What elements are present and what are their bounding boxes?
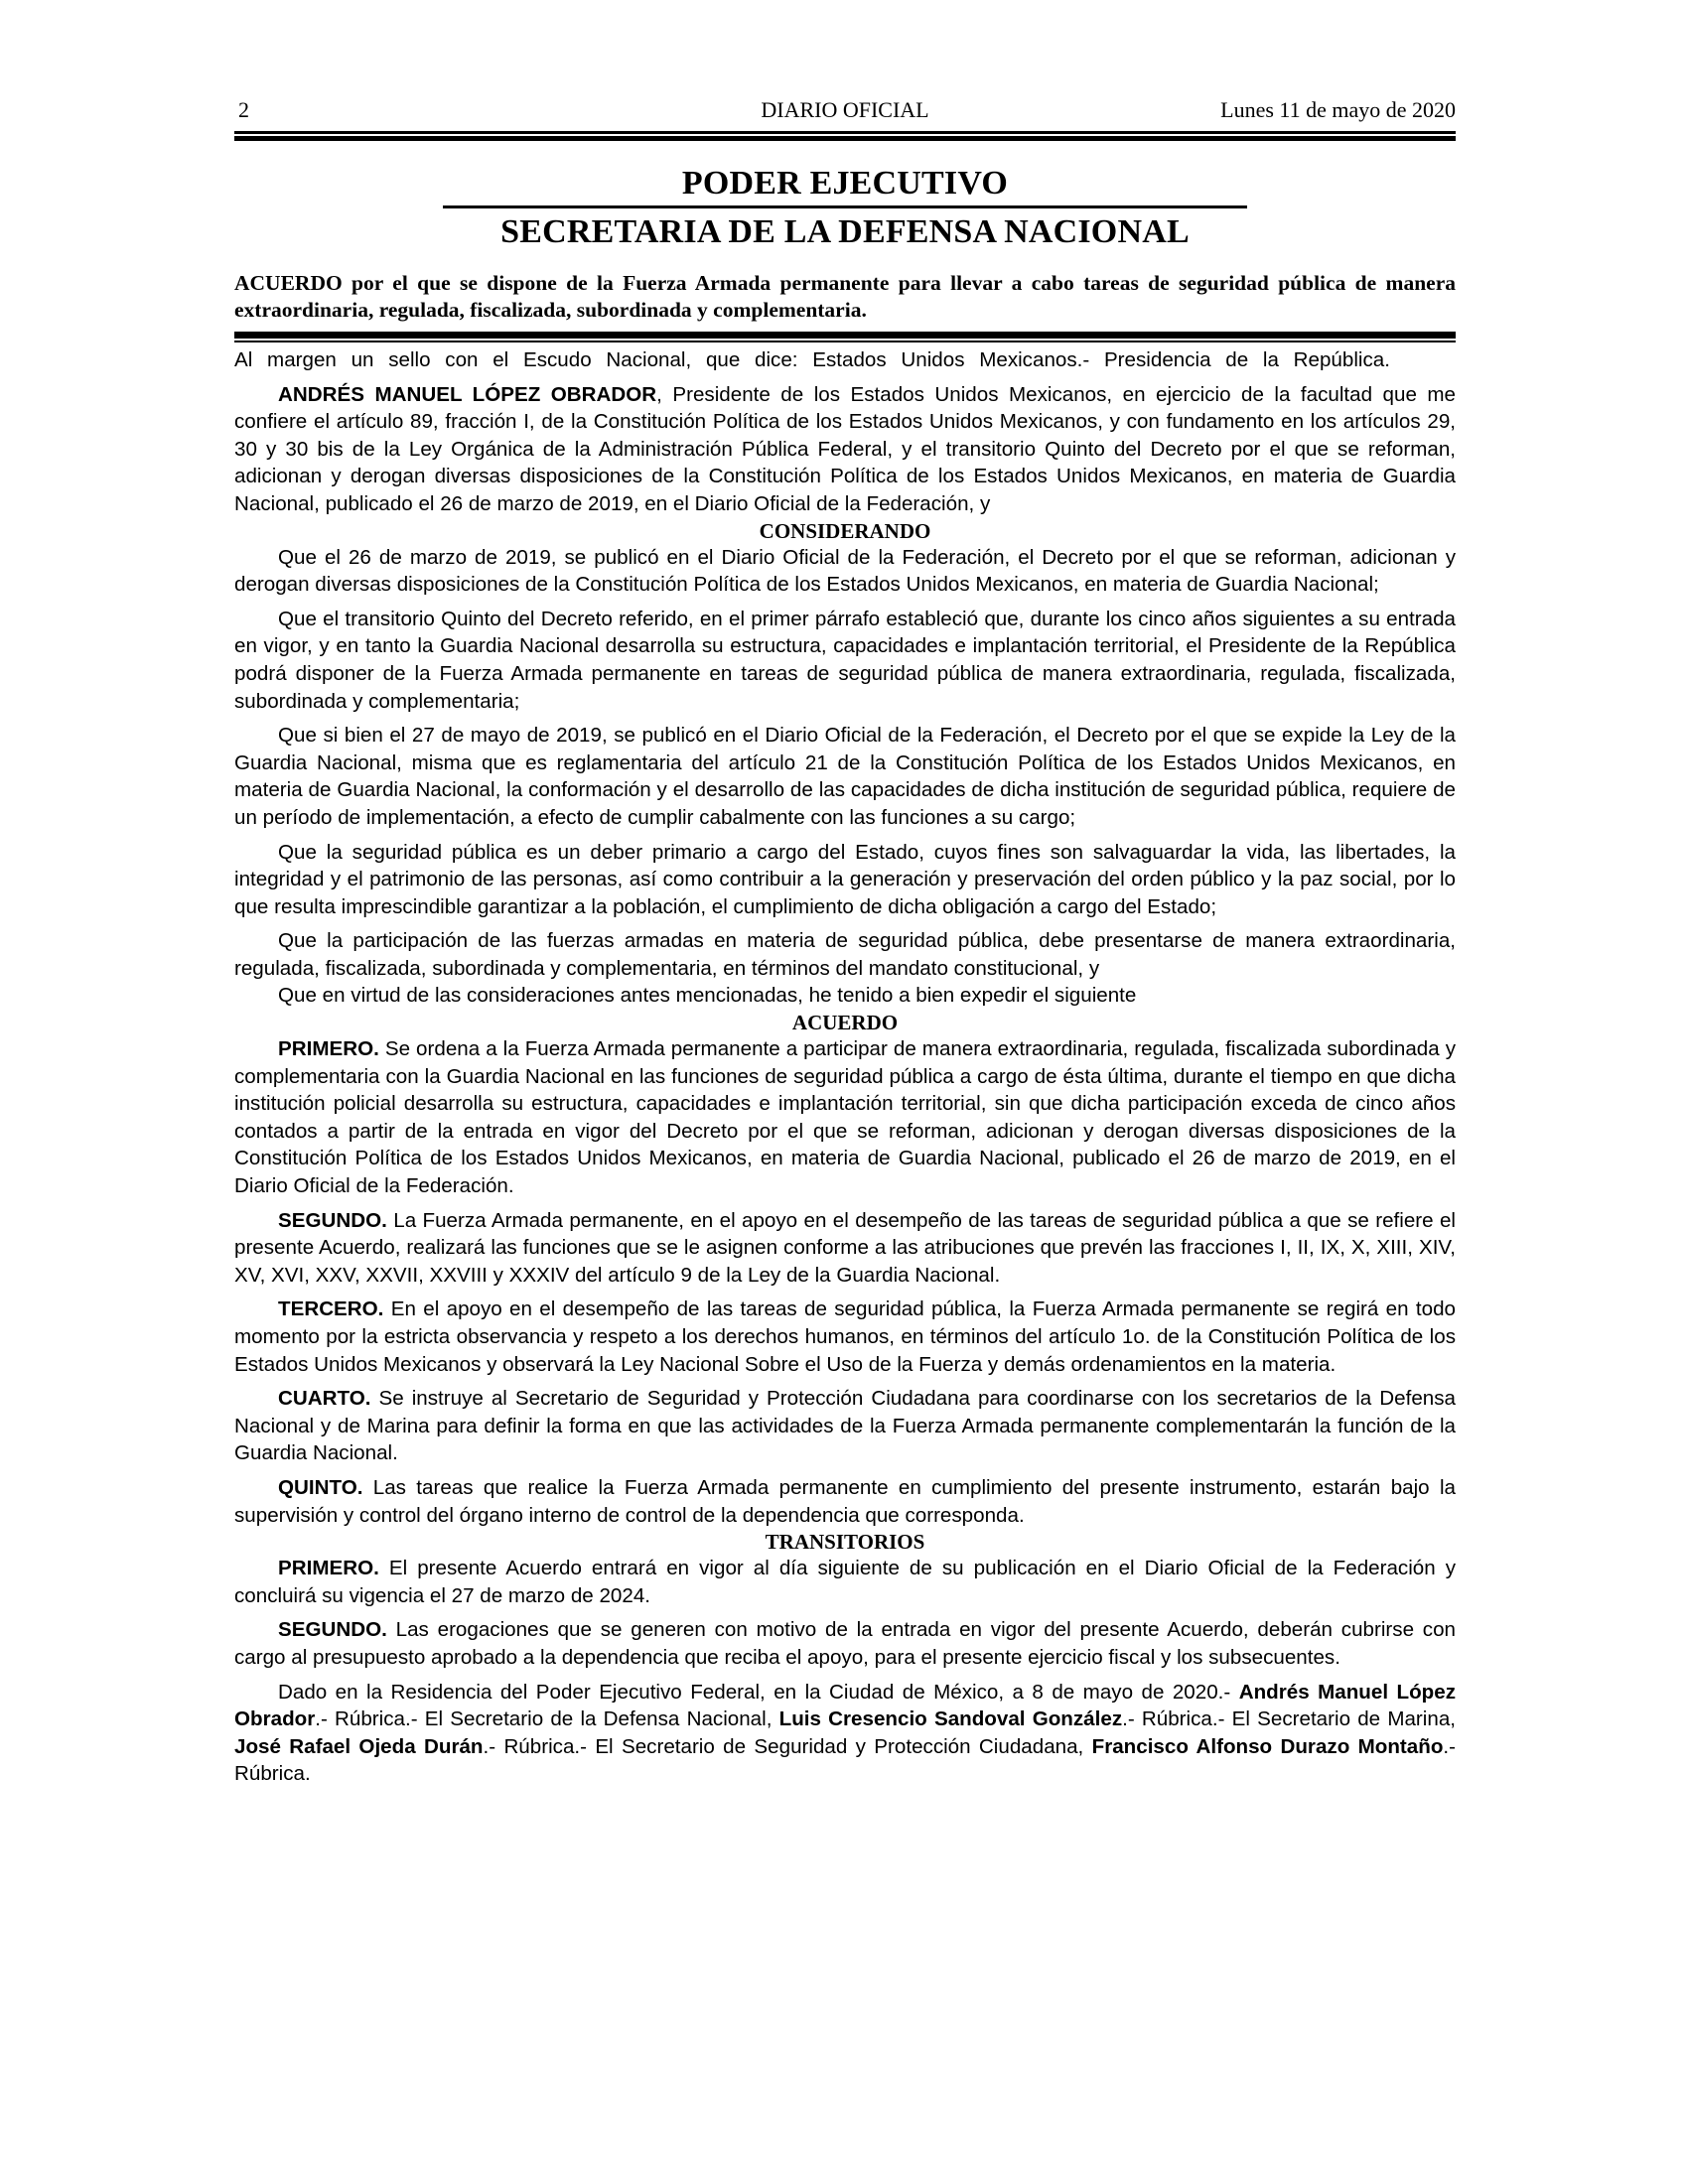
ministry-title: SECRETARIA DE LA DEFENSA NACIONAL	[500, 213, 1190, 250]
considerando-paragraph: Que la seguridad pública es un deber primario a cargo del Estado, cuyos fines son salvaguardar la vida, las libertades, la integridad y el patrimonio de las personas, así como contribuir a la generación y preservación del orden público y la paz social, por lo que resulta imprescindible garantizar a la población, el cumplimiento de dicha obligación a cargo del Estado;	[234, 840, 1456, 918]
article-text: En el apoyo en el desempeño de las tareas de seguridad pública, la Fuerza Armada permanente se regirá en todo momento por la estricta observancia y respeto a los derechos humanos, en términos del artículo 1o. de la Constitución Política de los Estados Unidos Mexicanos y observará la Ley Nacional Sobre el Uso de la Fuerza y demás ordenamientos en la materia.	[234, 1297, 1456, 1376]
transitorio-article	[234, 1616, 1456, 1671]
article-text: El presente Acuerdo entrará en vigor al día siguiente de su publicación en el Diario Oficial de la Federación y concluirá su vigencia el 27 de marzo de 2024.	[234, 1557, 1456, 1607]
closing-intro: Dado en la Residencia del Poder Ejecutivo Federal, en la Ciudad de México, a 8 de mayo de 2020.-	[278, 1680, 1239, 1704]
article-text: Se instruye al Secretario de Seguridad y Protección Ciudadana para coordinarse con los secretarios de la Defensa Nacional y de Marina para definir la forma en que las actividades de la Fuerza Armada permanente complementarán la función de la Guardia Nacional.	[234, 1387, 1456, 1465]
summary-heavy-rule	[234, 332, 1456, 339]
page-number: 2	[238, 97, 249, 122]
signatory-president: Andrés Manuel López Obrador	[234, 1680, 1456, 1731]
article-label: TERCERO.	[278, 1297, 384, 1321]
considerando-paragraph: Que la participación de las fuerzas armadas en materia de seguridad pública, debe presentarse de manera extraordinaria, regulada, fiscalizada, subordinada y complementaria, en términos del mandato constitucional, y	[234, 929, 1456, 980]
branch-title: PODER EJECUTIVO	[681, 165, 1009, 202]
article-label: QUINTO.	[278, 1475, 363, 1499]
considerando-heading: CONSIDERANDO	[759, 518, 931, 543]
issuer-name: ANDRÉS MANUEL LÓPEZ OBRADOR	[278, 382, 657, 406]
acuerdo-article	[234, 1035, 1456, 1200]
article-label: PRIMERO.	[278, 1557, 379, 1580]
acuerdo-article	[234, 1296, 1456, 1378]
article-text: La Fuerza Armada permanente, en el apoyo en el desempeño de las tareas de seguridad pública a que se refiere el presente Acuerdo, realizará las funciones que se le asignen conforme a las atribuciones que prevén las fracciones I, II, IX, X, XIII, XIV, XV, XVI, XXV, XXVII, XXVIII y XXXIV del artículo 9 de la Ley de la Guardia Nacional.	[234, 1208, 1456, 1287]
preamble-paragraph	[234, 381, 1456, 518]
closing-text: .- Rúbrica.- El Secretario de Seguridad y Protección Ciudadana,	[483, 1734, 1092, 1758]
article-text: Las erogaciones que se generen con motivo de la entrada en vigor del presente Acuerdo, deberán cubrirse con cargo al presupuesto aprobado a la dependencia que reciba el apoyo, para el presente ejercicio fiscal y los subsecuentes.	[234, 1618, 1456, 1669]
considerando-paragraph: Que si bien el 27 de mayo de 2019, se publicó en el Diario Oficial de la Federación, el Decreto por el que se expide la Ley de la Guardia Nacional, misma que es reglamentaria del artículo 21 de la Constitución Política de los Estados Unidos Mexicanos, en materia de Guardia Nacional, la conformación y el desarrollo de las capacidades de dicha institución de seguridad pública, requiere de un período de implementación, a efecto de cumplir cabalmente con las funciones a su cargo;	[234, 724, 1456, 829]
considerando-paragraph: Que el 26 de marzo de 2019, se publicó en el Diario Oficial de la Federación, el Decreto por el que se reforman, adicionan y derogan diversas disposiciones de la Constitución Política de los Estados Unidos Mexicanos, en materia de Guardia Nacional;	[234, 545, 1456, 597]
summary-light-rule	[234, 341, 1456, 342]
header-double-rule	[234, 131, 1456, 136]
transitorio-article	[234, 1555, 1456, 1609]
acuerdo-heading: ACUERDO	[791, 1011, 899, 1035]
signatory-defense: Luis Cresencio Sandoval González	[778, 1707, 1123, 1731]
article-label: SEGUNDO.	[278, 1208, 387, 1232]
decree-summary: ACUERDO por el que se dispone de la Fuerza Armada permanente para llevar a cabo tareas de seguridad pública de manera extraordinaria, regulada, fiscalizada, subordinada y complementaria.	[234, 271, 1456, 322]
acuerdo-article	[234, 1474, 1456, 1529]
closing-text: .- Rúbrica.- El Secretario de Marina,	[1122, 1707, 1456, 1731]
transitorios-heading: TRANSITORIOS	[765, 1530, 925, 1555]
title-divider	[443, 205, 1247, 208]
signatory-navy: José Rafael Ojeda Durán	[234, 1734, 484, 1758]
publication-name: DIARIO OFICIAL	[761, 97, 929, 122]
closing-text: .- Rúbrica.- El Secretario de la Defensa Nacional,	[315, 1707, 779, 1731]
article-label: CUARTO.	[278, 1387, 371, 1411]
acuerdo-article	[234, 1385, 1456, 1467]
closing-text: .- Rúbrica.	[234, 1734, 1456, 1786]
issuer-text: , Presidente de los Estados Unidos Mexicanos, en ejercicio de la facultad que me confiere el artículo 89, fracción I, de la Constitución Política de los Estados Unidos Mexicanos, y con fundamento en los artículos 29, 30 y 30 bis de la Ley Orgánica de la Administración Pública Federal, y el transitorio Quinto del Decreto por el que se reforman, adicionan y derogan diversas disposiciones de la Constitución Política de los Estados Unidos Mexicanos, en materia de Guardia Nacional, publicado el 26 de marzo de 2019, en el Diario Oficial de la Federación, y	[234, 382, 1456, 515]
seal-note: Al margen un sello con el Escudo Nacional, que dice: Estados Unidos Mexicanos.- Presidencia de la República.	[234, 348, 1390, 371]
considerando-paragraph: Que el transitorio Quinto del Decreto referido, en el primer párrafo estableció que, durante los cinco años siguientes a su entrada en vigor, y en tanto la Guardia Nacional desarrolla su estructura, capacidades e implantación territorial, el Presidente de la República podrá disponer de la Fuerza Armada permanente en tareas de seguridad pública de manera extraordinaria, regulada, fiscalizada, subordinada y complementaria;	[234, 607, 1456, 713]
publication-date: Lunes 11 de mayo de 2020	[1220, 97, 1456, 122]
closing-signatures	[234, 1679, 1456, 1788]
article-label: SEGUNDO.	[278, 1618, 387, 1642]
article-text: Las tareas que realice la Fuerza Armada permanente en cumplimiento del presente instrumento, estarán bajo la supervisión y control del órgano interno de control de la dependencia que corresponda.	[234, 1475, 1456, 1527]
document-body	[234, 346, 1456, 1788]
title-block	[234, 164, 1456, 252]
article-label: PRIMERO.	[278, 1037, 379, 1061]
acuerdo-article	[234, 1207, 1456, 1290]
article-text: Se ordena a la Fuerza Armada permanente a participar de manera extraordinaria, regulada, fiscalizada subordinada y complementaria con la Guardia Nacional en las funciones de seguridad pública a cargo de ésta última, durante el tiempo en que dicha institución policial desarrolla su estructura, capacidades e implantación territorial, sin que dicha participación exceda de cinco años contados a partir de la entrada en vigor del Decreto por el que se reforman, adicionan y derogan diversas disposiciones de la Constitución Política de los Estados Unidos Mexicanos, en materia de Guardia Nacional, publicado el 26 de marzo de 2019, en el Diario Oficial de la Federación.	[234, 1037, 1456, 1198]
running-header	[234, 95, 1456, 125]
document-page	[234, 95, 1456, 1788]
considerando-paragraph: Que en virtud de las consideraciones antes mencionadas, he tenido a bien expedir el siguiente	[278, 984, 1137, 1008]
signatory-security: Francisco Alfonso Durazo Montaño	[1091, 1734, 1444, 1758]
